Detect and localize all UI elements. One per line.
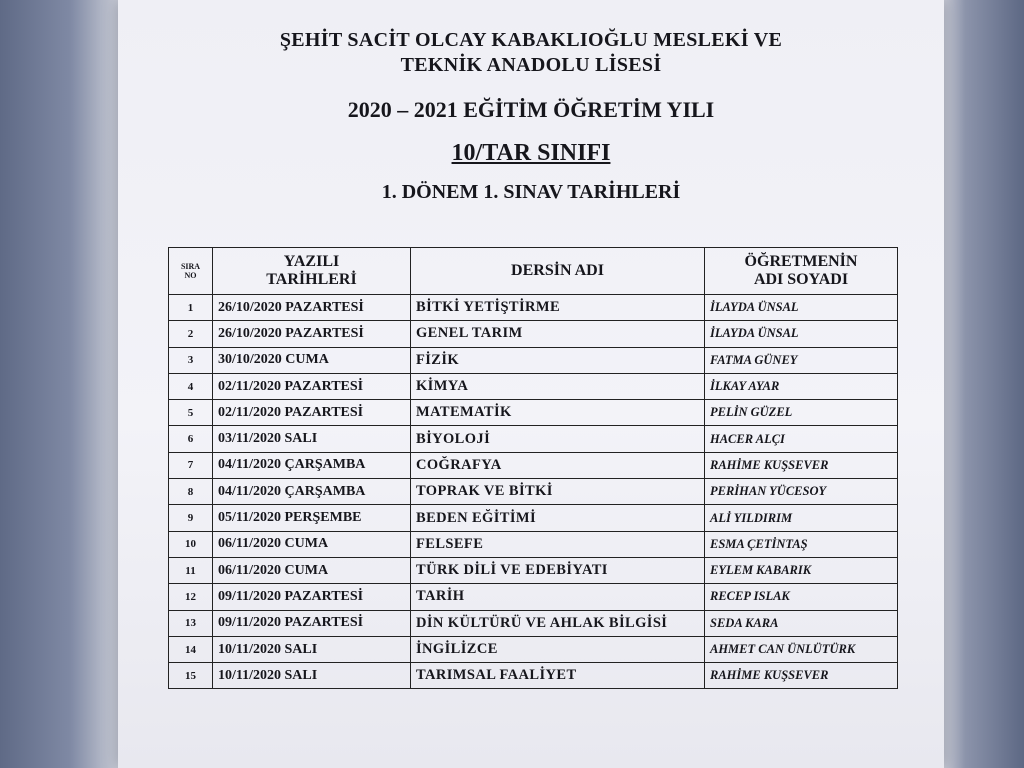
exam-date: 04/11/2020 ÇARŞAMBA xyxy=(213,479,411,505)
course-name: BİTKİ YETİŞTİRME xyxy=(411,295,705,321)
teacher-name: SEDA KARA xyxy=(705,610,898,636)
course-name: FELSEFE xyxy=(411,531,705,557)
course-name: COĞRAFYA xyxy=(411,452,705,478)
course-name: GENEL TARIM xyxy=(411,321,705,347)
table-row xyxy=(169,531,898,557)
teacher-name: EYLEM KABARIK xyxy=(705,557,898,583)
row-number: 13 xyxy=(169,610,213,636)
teacher-name: AHMET CAN ÜNLÜTÜRK xyxy=(705,636,898,662)
header-date-line1: YAZILI xyxy=(283,253,340,270)
table-row xyxy=(169,452,898,478)
table-row xyxy=(169,400,898,426)
header-no-line1: SIRA xyxy=(180,262,201,271)
exam-date: 30/10/2020 CUMA xyxy=(213,347,411,373)
table-row xyxy=(169,557,898,583)
exam-date: 09/11/2020 PAZARTESİ xyxy=(213,584,411,610)
teacher-name: ALİ YILDIRIM xyxy=(705,505,898,531)
exam-date: 06/11/2020 CUMA xyxy=(213,531,411,557)
row-number: 14 xyxy=(169,636,213,662)
teacher-name: PELİN GÜZEL xyxy=(705,400,898,426)
table-row xyxy=(169,610,898,636)
table-row xyxy=(169,636,898,662)
teacher-name: RAHİME KUŞSEVER xyxy=(705,663,898,689)
course-name: İNGİLİZCE xyxy=(411,636,705,662)
exam-date: 05/11/2020 PERŞEMBE xyxy=(213,505,411,531)
header-teacher-line2: ADI SOYADI xyxy=(753,271,849,288)
table-header-row xyxy=(169,248,898,295)
row-number: 12 xyxy=(169,584,213,610)
row-number: 9 xyxy=(169,505,213,531)
exam-date: 26/10/2020 PAZARTESİ xyxy=(213,321,411,347)
table-row xyxy=(169,479,898,505)
course-name: BEDEN EĞİTİMİ xyxy=(411,505,705,531)
table-row xyxy=(169,373,898,399)
school-name-line1: ŞEHİT SACİT OLCAY KABAKLIOĞLU MESLEKİ VE xyxy=(279,29,783,51)
exam-date: 26/10/2020 PAZARTESİ xyxy=(213,295,411,321)
course-name: DİN KÜLTÜRÜ VE AHLAK BİLGİSİ xyxy=(411,610,705,636)
academic-year: 2020 – 2021 EĞİTİM ÖĞRETİM YILI xyxy=(347,97,715,122)
row-number: 10 xyxy=(169,531,213,557)
header-teacher-line1: ÖĞRETMENİN xyxy=(744,253,858,270)
table-row xyxy=(169,663,898,689)
table-row xyxy=(169,505,898,531)
row-number: 1 xyxy=(169,295,213,321)
row-number: 8 xyxy=(169,479,213,505)
course-name: TOPRAK VE BİTKİ xyxy=(411,479,705,505)
teacher-name: FATMA GÜNEY xyxy=(705,347,898,373)
row-number: 6 xyxy=(169,426,213,452)
exam-date: 10/11/2020 SALI xyxy=(213,663,411,689)
header-teacher xyxy=(705,248,898,295)
header-no xyxy=(169,248,213,295)
teacher-name: İLAYDA ÜNSAL xyxy=(705,295,898,321)
exam-date: 02/11/2020 PAZARTESİ xyxy=(213,373,411,399)
teacher-name: PERİHAN YÜCESOY xyxy=(705,479,898,505)
row-number: 5 xyxy=(169,400,213,426)
teacher-name: RECEP ISLAK xyxy=(705,584,898,610)
teacher-name: ESMA ÇETİNTAŞ xyxy=(705,531,898,557)
table-row xyxy=(169,347,898,373)
header-course: DERSİN ADI xyxy=(411,248,705,295)
course-name: TÜRK DİLİ VE EDEBİYATI xyxy=(411,557,705,583)
course-name: TARIMSAL FAALİYET xyxy=(411,663,705,689)
class-title: 10/TAR SINIFI xyxy=(451,140,611,166)
table-row xyxy=(169,426,898,452)
teacher-name: HACER ALÇI xyxy=(705,426,898,452)
school-name xyxy=(118,28,944,78)
exam-date: 02/11/2020 PAZARTESİ xyxy=(213,400,411,426)
row-number: 15 xyxy=(169,663,213,689)
header-date-line2: TARİHLERİ xyxy=(266,271,357,288)
table-body xyxy=(169,295,898,689)
row-number: 2 xyxy=(169,321,213,347)
header-date xyxy=(213,248,411,295)
course-name: TARİH xyxy=(411,584,705,610)
teacher-name: İLAYDA ÜNSAL xyxy=(705,321,898,347)
row-number: 11 xyxy=(169,557,213,583)
table-row xyxy=(169,321,898,347)
course-name: BİYOLOJİ xyxy=(411,426,705,452)
header-no-line2: NO xyxy=(184,271,197,280)
row-number: 4 xyxy=(169,373,213,399)
course-name: FİZİK xyxy=(411,347,705,373)
table-row xyxy=(169,295,898,321)
exam-date: 03/11/2020 SALI xyxy=(213,426,411,452)
exam-schedule-title: 1. DÖNEM 1. SINAV TARİHLERİ xyxy=(381,181,681,203)
exam-date: 04/11/2020 ÇARŞAMBA xyxy=(213,452,411,478)
row-number: 7 xyxy=(169,452,213,478)
table-row xyxy=(169,584,898,610)
exam-schedule-table xyxy=(168,247,898,689)
teacher-name: İLKAY AYAR xyxy=(705,373,898,399)
teacher-name: RAHİME KUŞSEVER xyxy=(705,452,898,478)
course-name: KİMYA xyxy=(411,373,705,399)
row-number: 3 xyxy=(169,347,213,373)
exam-date: 10/11/2020 SALI xyxy=(213,636,411,662)
course-name: MATEMATİK xyxy=(411,400,705,426)
exam-date: 06/11/2020 CUMA xyxy=(213,557,411,583)
school-name-line2: TEKNİK ANADOLU LİSESİ xyxy=(400,54,662,76)
exam-date: 09/11/2020 PAZARTESİ xyxy=(213,610,411,636)
document-page xyxy=(118,0,944,768)
